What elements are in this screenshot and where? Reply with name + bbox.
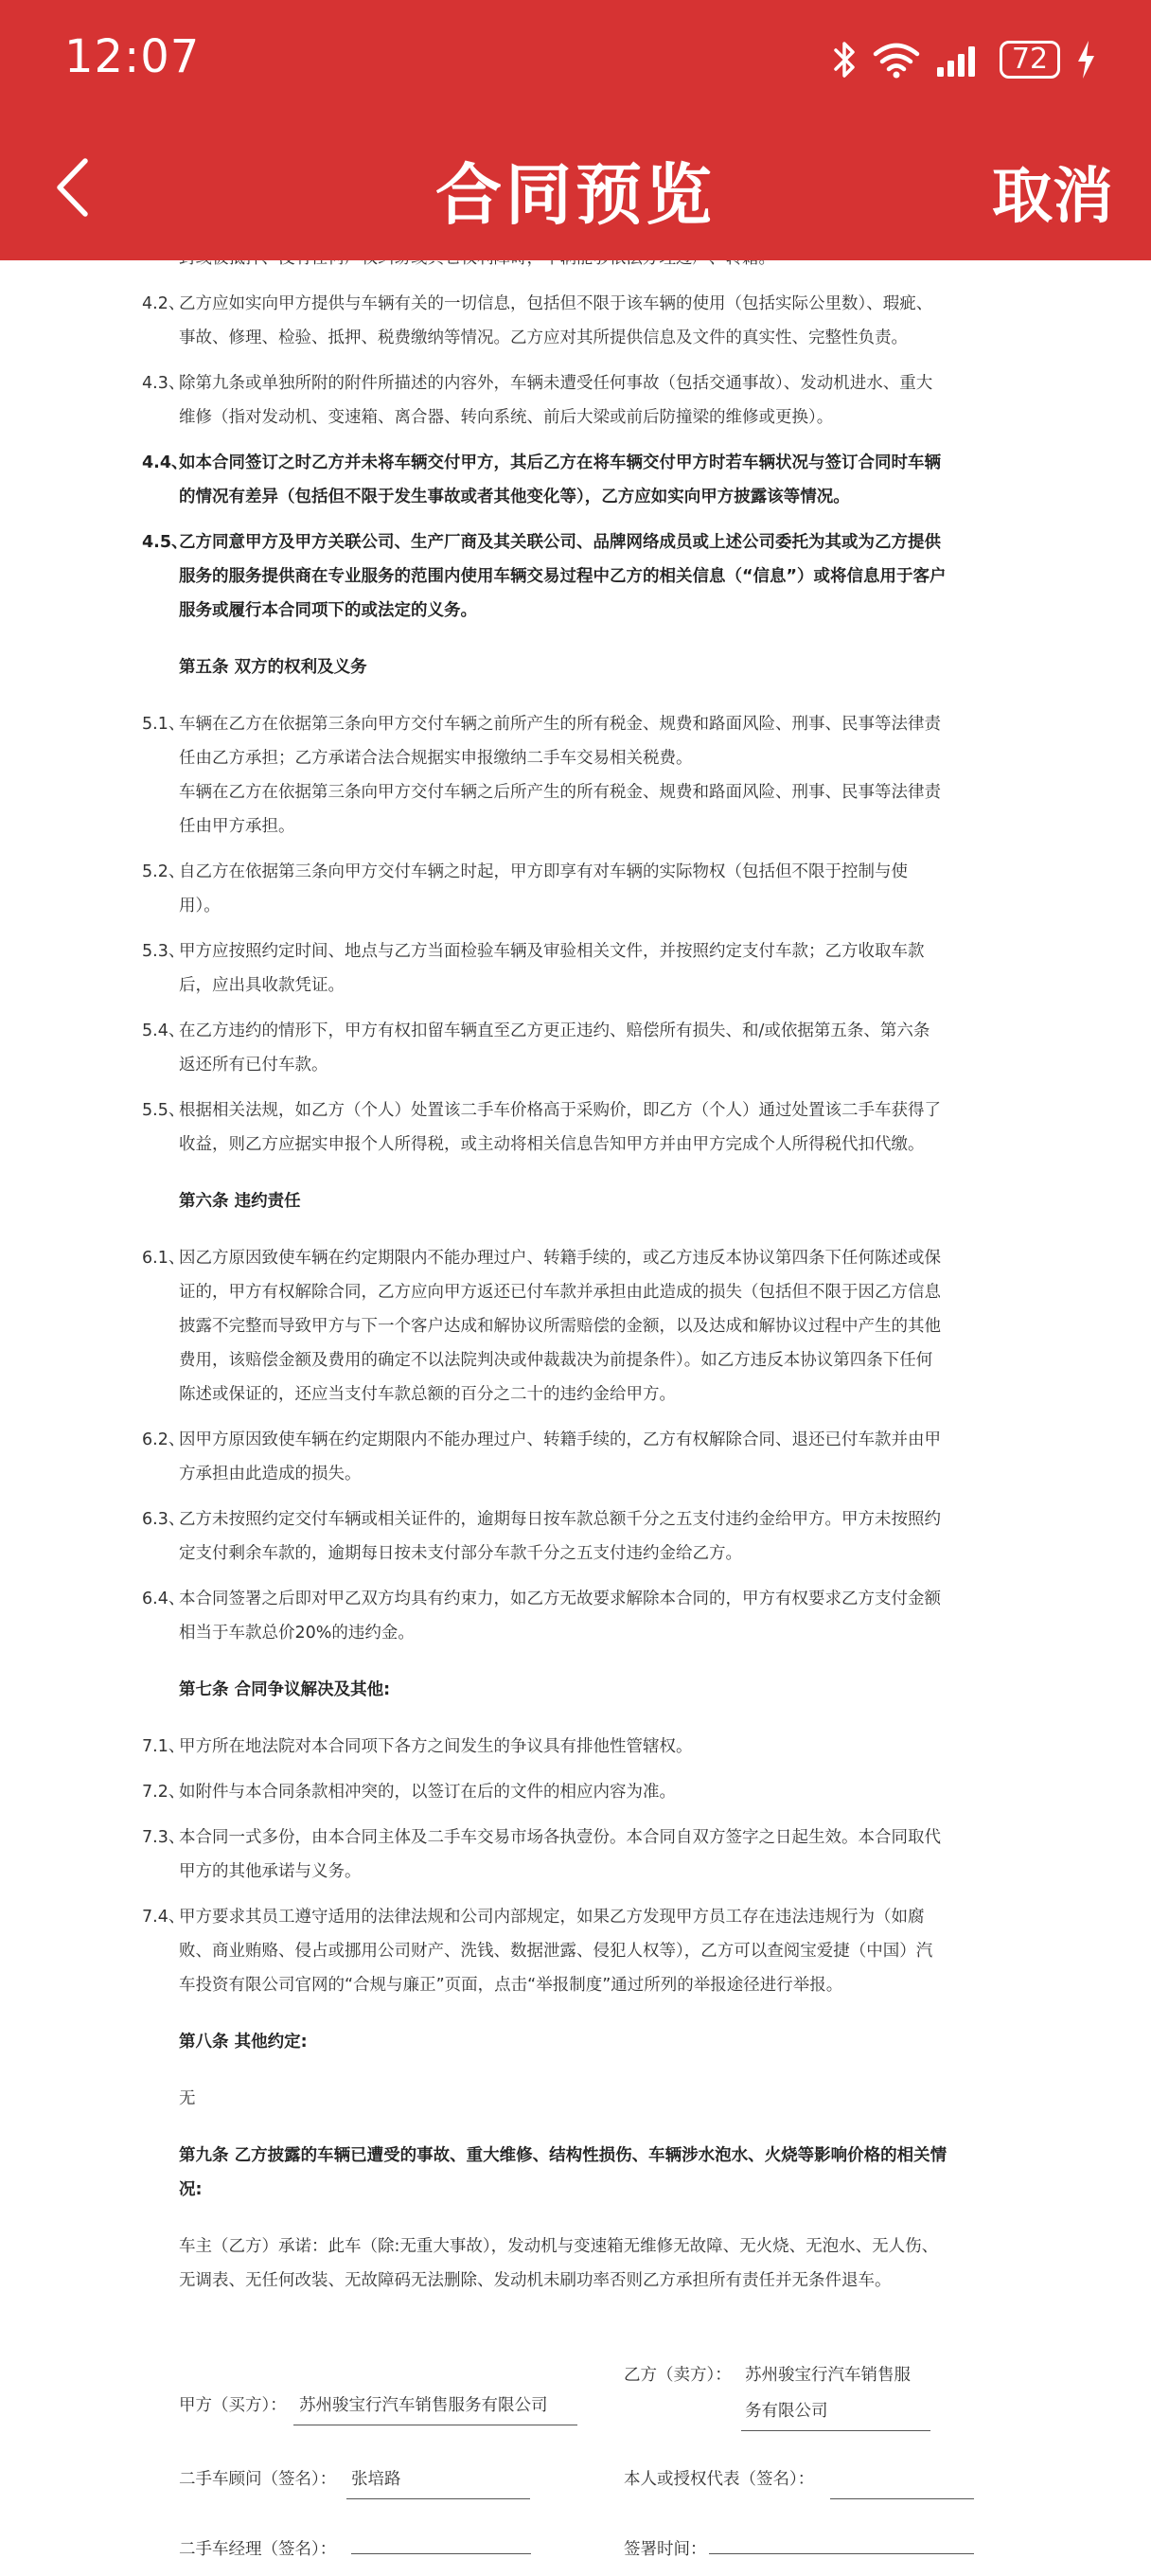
- party-b-label: 乙方（卖方）：: [624, 2366, 732, 2385]
- wifi-icon: [873, 41, 920, 79]
- spacer: [0, 2059, 1151, 2082]
- clause-line: [0, 1502, 1151, 1537]
- sign-time-label: 签署时间：: [624, 2540, 707, 2559]
- clause-continuation: 车辆在乙方在依据第三条向甲方交付车辆之后所产生的所有税金、规费和路面风险、刑事、民事等法律责: [179, 783, 941, 802]
- spacer: [0, 684, 1151, 707]
- spacer: [0, 275, 1151, 287]
- spacer: [0, 1809, 1151, 1821]
- clause-text: 车辆在乙方在依据第三条向甲方交付车辆之前所产生的所有税金、规费和路面风险、刑事、民事等法律责: [179, 715, 941, 734]
- party-b-value-2: 务有限公司: [745, 2402, 828, 2421]
- clause-line: [0, 525, 1151, 560]
- spacer: [0, 355, 1151, 366]
- spacer: [0, 1571, 1151, 1582]
- manager-label: 二手车经理（签名）：: [179, 2540, 337, 2559]
- clause-continuation: 后，应出具收款凭证。: [179, 976, 345, 995]
- clause-continuation: 无: [179, 2089, 196, 2108]
- spacer: [0, 1218, 1151, 1241]
- clause-continuation: 败、商业贿赂、侵占或挪用公司财产、洗钱、数据泄露、侵犯人权等），乙方可以查阅宝爱捷（中国）汽: [179, 1942, 933, 1961]
- contract-document[interactable]: [0, 260, 1151, 2559]
- clause-continuation: 任由乙方承担；乙方承诺合法合规据实申报缴纳二手车交易相关税费。: [179, 749, 693, 768]
- clause-line: [0, 934, 1151, 968]
- clause-line: [0, 287, 1151, 321]
- clause-line: [0, 366, 1151, 400]
- spacer: [0, 435, 1151, 446]
- status-bar: [0, 0, 1151, 114]
- clause-line: [0, 855, 1151, 889]
- clause-continuation: 方承担由此造成的损失。: [179, 1465, 362, 1483]
- clause-continuation: 任由甲方承担。: [179, 817, 295, 836]
- app-header: [0, 0, 1151, 260]
- clause-text: 因甲方原因致使车辆在约定期限内不能办理过户、转籍手续的，乙方有权解除合同、退还已付车款并由甲: [179, 1430, 941, 1449]
- clause-number: 5.5、: [142, 1101, 186, 1120]
- section-heading: 第六条 违约责任: [179, 1192, 301, 1211]
- clause-text: 除第九条或单独所附的附件所描述的内容外，车辆未遭受任何事故（包括交通事故）、发动机进水、重大: [179, 374, 933, 393]
- bluetooth-icon: [833, 39, 858, 80]
- clause-line: [0, 446, 1151, 480]
- clause-continuation: 费用，该赔偿金额及费用的确定不以法院判决或仲裁裁决为前提条件）。如乙方违反本协议第四条下任何: [179, 1351, 933, 1370]
- clause-continuation: 用）。: [179, 897, 221, 915]
- clause-continuation: 的情况有差异（包括但不限于发生事故或者其他变化等），乙方应如实向甲方披露该等情况。: [179, 488, 850, 506]
- clause-line: [0, 1775, 1151, 1809]
- signature-section: [0, 2330, 1151, 2576]
- spacer: [0, 2002, 1151, 2025]
- clause-text: 如本合同签订之时乙方并未将车辆交付甲方，其后乙方在将车辆交付甲方时若车辆状况与签订合同时车辆: [179, 453, 941, 472]
- party-b-value-1: 苏州骏宝行汽车销售服: [745, 2366, 911, 2385]
- advisor-value: 张培路: [351, 2470, 401, 2489]
- clause-continuation: 车投资有限公司官网的“合规与廉正”页面，点击“举报制度”通过所列的举报途径进行举报。: [179, 1976, 843, 1995]
- clause-continuation: 陈述或保证的，还应当支付车款总额的百分之二十的违约金给甲方。: [179, 1385, 676, 1404]
- clause-text: 本合同签署之后即对甲乙双方均具有约束力，如乙方无故要求解除本合同的，甲方有权要求乙方支付金额: [179, 1590, 941, 1608]
- advisor-label: 二手车顾问（签名）：: [179, 2470, 337, 2489]
- spacer: [0, 1003, 1151, 1014]
- clause-text: 因乙方原因致使车辆在约定期限内不能办理过户、转籍手续的，或乙方违反本协议第四条下任何陈述或保: [179, 1249, 941, 1268]
- spacer: [0, 1412, 1151, 1423]
- clause-line: [0, 707, 1151, 741]
- clause-number: 5.1、: [142, 715, 186, 734]
- clause-number: 4.5、: [142, 533, 188, 552]
- clause-number: 4.4、: [142, 453, 188, 472]
- clause-number: 7.2、: [142, 1783, 186, 1802]
- contract-lines: [0, 241, 1151, 2330]
- clause-number: 5.3、: [142, 942, 186, 961]
- clause-number: 4.2、: [142, 294, 186, 313]
- spacer: [0, 514, 1151, 525]
- clause-text: 甲方应按照约定时间、地点与乙方当面检验车辆及审验相关文件，并按照约定支付车款；乙方收取车款: [179, 942, 925, 961]
- status-icons: [833, 34, 1096, 85]
- clause-text: 如附件与本合同条款相冲突的，以签订在后的文件的相应内容为准。: [179, 1783, 676, 1802]
- clause-text: 根据相关法规，如乙方（个人）处置该二手车价格高于采购价，即乙方（个人）通过处置该二手车获得了: [179, 1101, 941, 1120]
- clause-text: 本合同一式多份，由本合同主体及二手车交易市场各执壹份。本合同自双方签字之日起生效。本合同取代: [179, 1828, 941, 1847]
- clause-number: 6.1、: [142, 1249, 186, 1268]
- clause-number: 6.4、: [142, 1590, 186, 1608]
- spacer: [0, 2298, 1151, 2330]
- spacer: [0, 923, 1151, 934]
- clause-number: 6.3、: [142, 1510, 186, 1529]
- clause-continuation: 服务的服务提供商在专业服务的范围内使用车辆交易过程中乙方的相关信息（“信息”）或将信息用于客户: [179, 567, 947, 586]
- clause-text: 自乙方在依据第三条向甲方交付车辆之时起，甲方即享有对车辆的实际物权（包括但不限于控制与使: [179, 862, 908, 881]
- clause-number: 7.1、: [142, 1737, 186, 1756]
- cancel-button[interactable]: 取消: [992, 162, 1113, 232]
- manager-line[interactable]: [351, 2553, 531, 2554]
- clause-continuation: 定支付剩余车款的，逾期每日按未支付部分车款千分之五支付违约金给乙方。: [179, 1544, 742, 1563]
- clause-line: [0, 1582, 1151, 1616]
- clause-continuation: 甲方的其他承诺与义务。: [179, 1862, 362, 1881]
- clause-continuation: 相当于车款总价20%的违约金。: [179, 1624, 415, 1643]
- battery-indicator: 72: [1000, 41, 1060, 79]
- representative-line[interactable]: [830, 2498, 974, 2499]
- page-title: 合同预览: [435, 156, 716, 234]
- clause-line: [0, 1821, 1151, 1855]
- clause-continuation: 事故、修理、检验、抵押、税费缴纳等情况。乙方应对其所提供信息及文件的真实性、完整性负责。: [179, 329, 908, 347]
- clause-text: 在乙方违约的情形下，甲方有权扣留车辆直至乙方更正违约、赔偿所有损失、和/或依据第五条、第六条: [179, 1022, 930, 1040]
- party-a-value: 苏州骏宝行汽车销售服务有限公司: [299, 2396, 548, 2415]
- clause-number: 5.4、: [142, 1022, 186, 1040]
- clause-line: [0, 1900, 1151, 1934]
- sign-time-line[interactable]: [709, 2553, 974, 2554]
- section-heading: 况:: [179, 2180, 203, 2199]
- clause-continuation: 服务或履行本合同项下的或法定的义务。: [179, 601, 477, 620]
- clause-number: 5.2、: [142, 862, 186, 881]
- clause-continuation: 返还所有已付车款。: [179, 1056, 328, 1075]
- clause-line: [0, 1014, 1151, 1048]
- clause-text: 甲方要求其员工遵守适用的法律法规和公司内部规定，如果乙方发现甲方员工存在违法违规行为（如腐: [179, 1908, 925, 1927]
- clause-text: 乙方应如实向甲方提供与车辆有关的一切信息，包括但不限于该车辆的使用（包括实际公里数）、瑕疵、: [179, 294, 933, 313]
- clause-text: 甲方所在地法院对本合同项下各方之间发生的争议具有排他性管辖权。: [179, 1737, 693, 1756]
- spacer: [0, 844, 1151, 855]
- party-a-label: 甲方（买方）：: [179, 2396, 287, 2415]
- status-time: 12:07: [64, 30, 201, 83]
- clause-text: 乙方同意甲方及甲方关联公司、生产厂商及其关联公司、品牌网络成员或上述公司委托为其或为乙方提供: [179, 533, 941, 552]
- signal-icon: [935, 41, 984, 79]
- spacer: [0, 1650, 1151, 1673]
- clause-continuation: 维修（指对发动机、变速箱、离合器、转向系统、前后大梁或前后防撞梁的维修或更换）。: [179, 408, 834, 427]
- charging-bolt-icon: [1075, 39, 1096, 80]
- spacer: [0, 1889, 1151, 1900]
- clause-line: [0, 1093, 1151, 1128]
- spacer: [0, 628, 1151, 650]
- clause-number: 6.2、: [142, 1430, 186, 1449]
- representative-label: 本人或授权代表（签名）：: [624, 2470, 815, 2489]
- clause-text: 乙方未按照约定交付车辆或相关证件的，逾期每日按车款总额千分之五支付违约金给甲方。甲方未按照约: [179, 1510, 941, 1529]
- party-b-line: [741, 2430, 930, 2431]
- section-heading: 第八条 其他约定:: [179, 2033, 308, 2052]
- spacer: [0, 2207, 1151, 2230]
- contract-body: [0, 241, 1151, 2576]
- spacer: [0, 1162, 1151, 1184]
- spacer: [0, 1082, 1151, 1093]
- clause-continuation: 证的，甲方有权解除合同，乙方应向甲方返还已付车款并承担由此造成的损失（包括但不限于因乙方信息: [179, 1283, 941, 1302]
- spacer: [0, 2116, 1151, 2139]
- clause-line: [0, 1423, 1151, 1457]
- advisor-line: [346, 2498, 530, 2499]
- clause-continuation: 无调表、无任何改装、无故障码无法删除、发动机未刷功率否则乙方承担所有责任并无条件退车。: [179, 2271, 892, 2290]
- section-heading: 第五条 双方的权利及义务: [179, 658, 367, 677]
- clause-line: [0, 1730, 1151, 1764]
- spacer: [0, 1764, 1151, 1775]
- spacer: [0, 1491, 1151, 1502]
- spacer: [0, 1707, 1151, 1730]
- section-heading: 第七条 合同争议解决及其他:: [179, 1680, 391, 1699]
- clause-number: 7.3、: [142, 1828, 186, 1847]
- clause-continuation: 车主（乙方）承诺：此车（除:无重大事故），发动机与变速箱无维修无故障、无火烧、无泡水、无人伤、: [179, 2237, 939, 2256]
- clause-continuation: 收益，则乙方应据实申报个人所得税，或主动将相关信息告知甲方并由甲方完成个人所得税代扣代缴。: [179, 1135, 925, 1154]
- section-heading: 第九条 乙方披露的车辆已遭受的事故、重大维修、结构性损伤、车辆涉水泡水、火烧等影响价格的相关情: [179, 2146, 947, 2165]
- clause-number: 7.4、: [142, 1908, 186, 1927]
- clause-number: 4.3、: [142, 374, 186, 393]
- clause-continuation: 披露不完整而导致甲方与下一个客户达成和解协议所需赔偿的金额，以及达成和解协议过程中产生的其他: [179, 1317, 941, 1336]
- clause-line: [0, 1241, 1151, 1275]
